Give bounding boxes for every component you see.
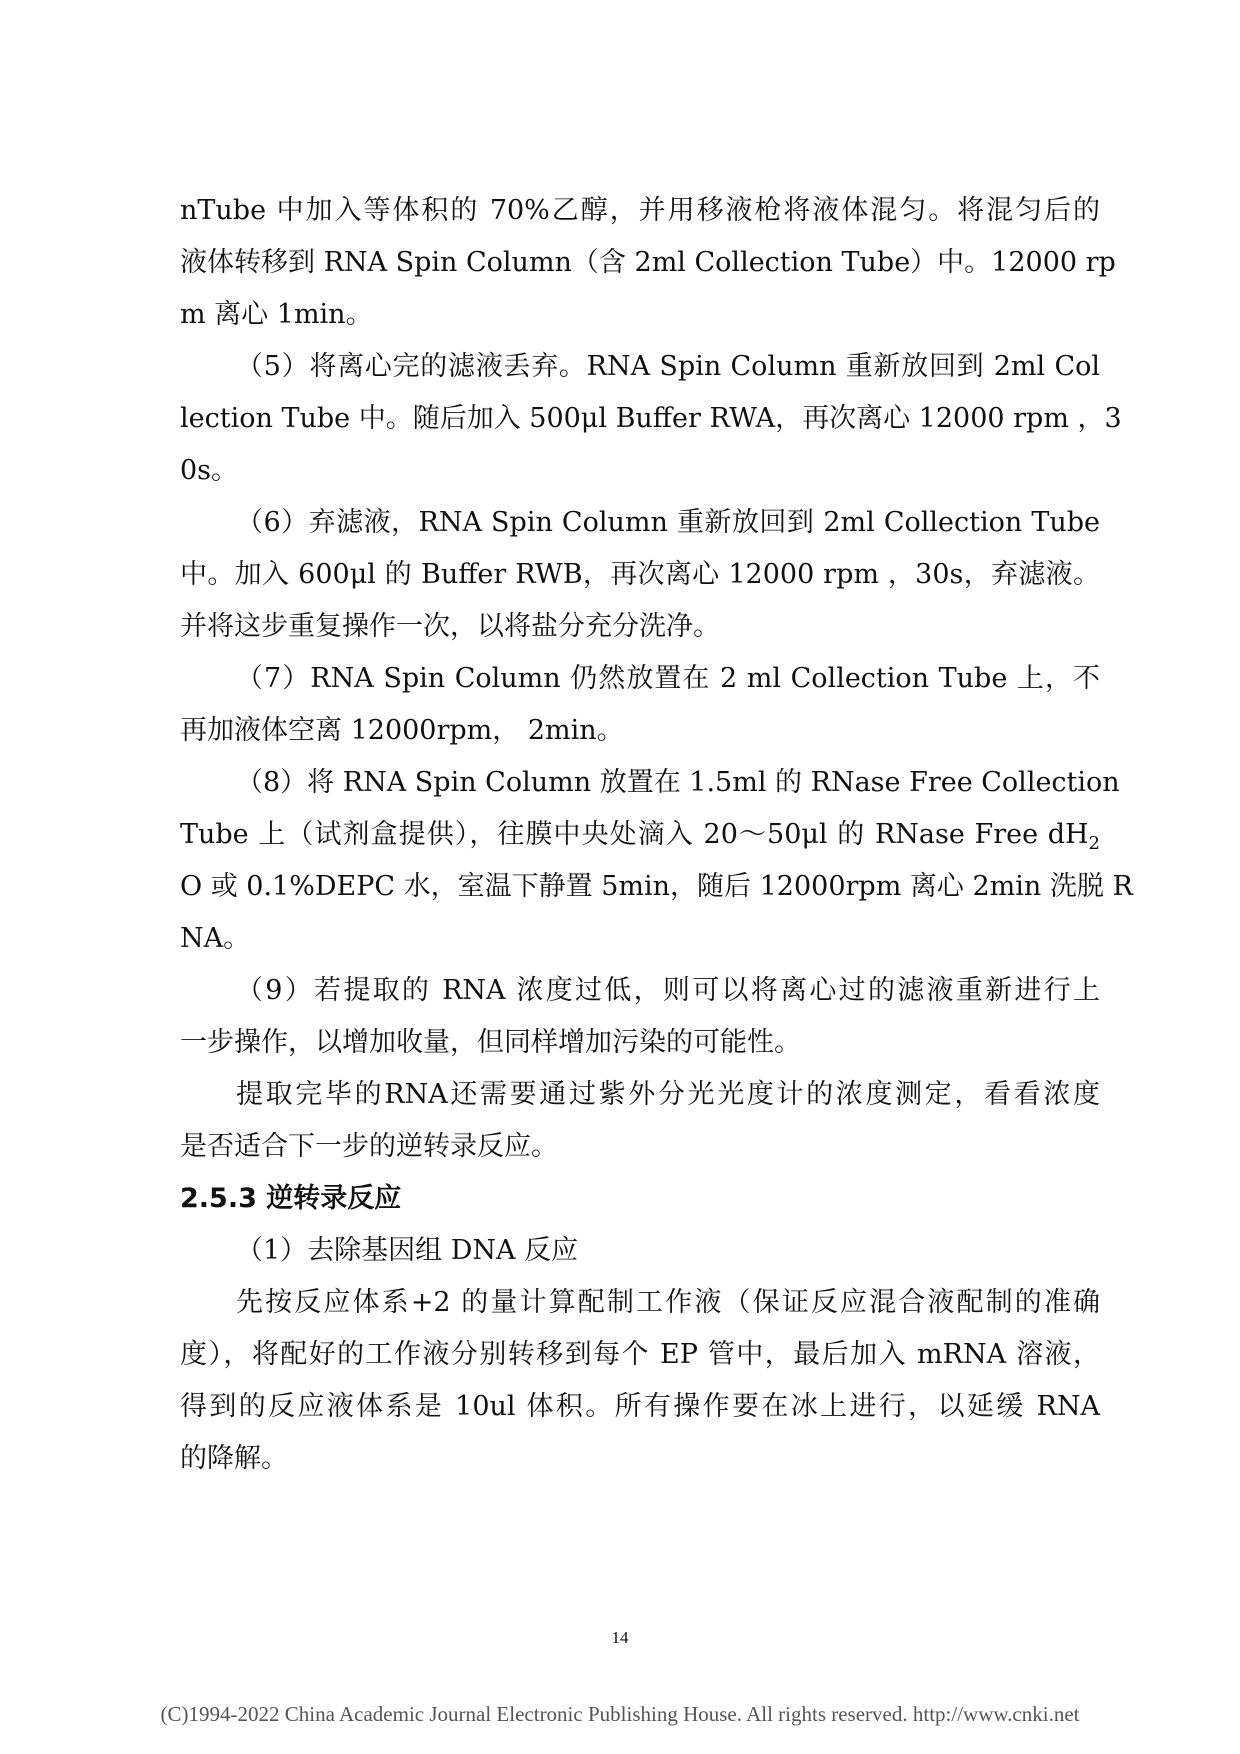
subscript: 2 bbox=[1088, 833, 1100, 854]
text-line: 先按反应体系+2 的量计算配制工作液（保证反应混合液配制的准确 bbox=[236, 1287, 1100, 1318]
text-line: nTube 中加入等体积的 70%乙醇，并用移液枪将液体混匀。将混匀后的 bbox=[180, 195, 1100, 226]
text-line: （1）去除基因组 DNA 反应 bbox=[236, 1235, 579, 1266]
body-text bbox=[180, 192, 1133, 1492]
text-line: 度），将配好的工作液分别转移到每个 EP 管中，最后加入 mRNA 溶液， bbox=[180, 1339, 1100, 1370]
text-line: （9）若提取的 RNA 浓度过低，则可以将离心过的滤液重新进行上 bbox=[236, 975, 1100, 1006]
text-line-main: Tube 上（试剂盒提供），往膜中央处滴入 20～50μl 的 RNase Free dH bbox=[180, 819, 1089, 850]
text-line: 0s。 bbox=[180, 455, 239, 486]
text-line: （6）弃滤液，RNA Spin Column 重新放回到 2ml Collection Tube bbox=[236, 507, 1100, 538]
copyright-footer: (C)1994-2022 China Academic Journal Electronic Publishing House. All rights reserved. http://www.cnki.net bbox=[160, 1702, 1080, 1726]
text-line: 得到的反应液体系是 10ul 体积。所有操作要在冰上进行，以延缓 RNA bbox=[180, 1391, 1100, 1422]
text-line: NA。 bbox=[180, 923, 251, 954]
section-heading: 2.5.3 逆转录反应 bbox=[180, 1183, 402, 1214]
text-line: （5）将离心完的滤液丢弃。RNA Spin Column 重新放回到 2ml Col bbox=[236, 351, 1100, 382]
text-line: 并将这步重复操作一次，以将盐分充分洗净。 bbox=[180, 611, 720, 642]
text-line: 的降解。 bbox=[180, 1443, 288, 1474]
text-line: 中。加入 600μl 的 Buffer RWB，再次离心 12000 rpm ，30s，弃滤液。 bbox=[180, 559, 1100, 590]
text-line: 再加液体空离 12000rpm， 2min。 bbox=[180, 715, 624, 746]
text-line bbox=[180, 816, 1100, 868]
text-line: 提取完毕的RNA还需要通过紫外分光光度计的浓度测定，看看浓度 bbox=[236, 1079, 1100, 1110]
text-line: 一步操作，以增加收量，但同样增加污染的可能性。 bbox=[180, 1027, 801, 1058]
text-line: （7）RNA Spin Column 仍然放置在 2 ml Collection Tube 上，不 bbox=[236, 663, 1100, 694]
text-line: O 或 0.1%DEPC 水，室温下静置 5min，随后 12000rpm 离心 2min 洗脱 R bbox=[180, 871, 1133, 902]
text-line: 液体转移到 RNA Spin Column（含 2ml Collection Tube）中。12000 rp bbox=[180, 247, 1116, 278]
text-line: （8）将 RNA Spin Column 放置在 1.5ml 的 RNase Free Collection bbox=[236, 767, 1120, 798]
text-line: m 离心 1min。 bbox=[180, 299, 373, 330]
text-line: 是否适合下一步的逆转录反应。 bbox=[180, 1131, 558, 1162]
text-line: lection Tube 中。随后加入 500μl Buffer RWA，再次离心 12000 rpm ，3 bbox=[180, 403, 1122, 434]
page-number: 14 bbox=[611, 1628, 629, 1647]
